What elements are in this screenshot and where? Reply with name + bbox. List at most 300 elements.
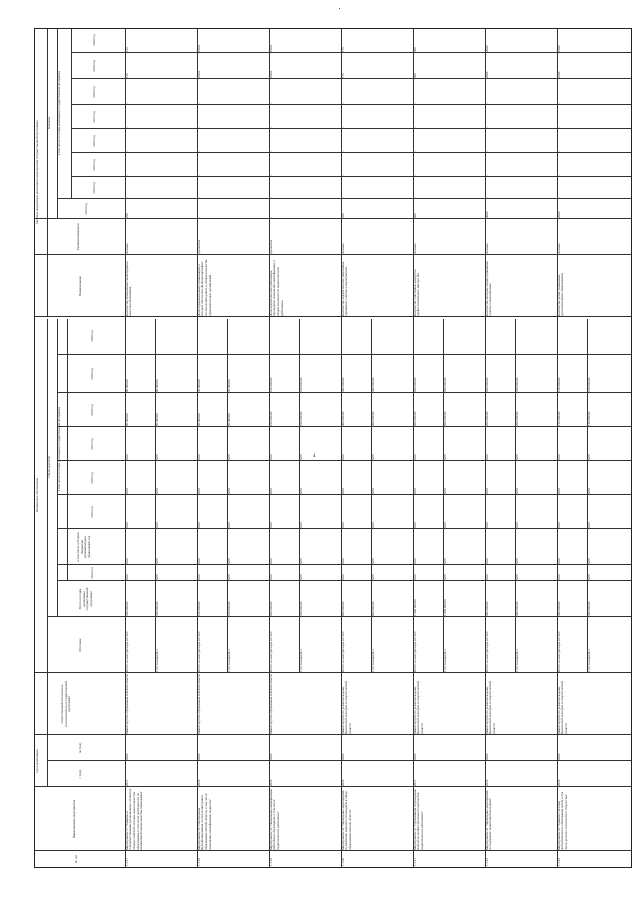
row-year-value: 0,00: [484, 558, 489, 564]
row-target-value: 300: [412, 73, 417, 78]
row-year-value: 0,00: [340, 454, 345, 460]
row-unit: человек: [484, 243, 489, 254]
row-end-year: 2020: [340, 753, 345, 760]
header-target-year: 2014 год: [92, 182, 96, 194]
header-indicator-name: Наименование: [78, 276, 82, 296]
row-year-value: 0,00: [412, 574, 417, 580]
grid-line: [587, 319, 588, 673]
row-base-value: 2000: [556, 211, 561, 218]
row-year-value: 0,00: [412, 454, 417, 460]
row-end-year: 2020: [484, 753, 489, 760]
row-year-source-value: 500 000,00: [442, 377, 447, 392]
row-year-value: 0,00: [124, 574, 129, 580]
row-base-value: -: [268, 216, 273, 218]
row-unit: процентов: [196, 239, 201, 254]
header-target-year: 2019 год: [92, 60, 96, 72]
row-year-value: 0,00: [556, 522, 561, 528]
row-base-value: 250: [124, 213, 129, 218]
row-source-1: 1) источника № 1: [226, 648, 231, 672]
row-target-value: 175: [340, 73, 345, 78]
grid-line: [57, 564, 631, 565]
row-number: 1.1.17: [124, 858, 129, 866]
row-responsible: Министерство образования Омской области: [196, 674, 201, 734]
row-target-value: -: [484, 126, 489, 128]
row-end-year: 2020: [412, 753, 417, 760]
grid-line: [341, 29, 342, 867]
row-target-value: 300: [412, 47, 417, 52]
row-year-value: 0,00: [196, 488, 201, 494]
row-year-source-value: 0,00: [154, 558, 159, 564]
row-name: Мероприятие 23 "Развитие системы дополнительного образования детей, в том числе детского технического творчества": [556, 791, 568, 850]
row-year-source-value: 0,00: [586, 558, 591, 564]
row-target-value: -: [196, 150, 201, 152]
row-year-value: 0,00: [412, 558, 417, 564]
grid-line: [57, 494, 631, 495]
header-2014: 2014 год: [90, 567, 94, 579]
row-year-source-value: 0,00: [514, 522, 519, 528]
row-target-value: -: [196, 126, 201, 128]
row-number: 1.1.18: [196, 858, 201, 866]
row-year-source-value: 0,00: [442, 454, 447, 460]
grid-line: [47, 760, 631, 761]
row-year-source-value: 100 000,00: [298, 377, 303, 392]
row-year-source-value: 400 000,00: [370, 411, 375, 426]
grid-line: [57, 580, 631, 581]
row-name: Мероприятие 20 "Проведение мероприятий по развитию кадрового потенциала в сфере образования Омской области": [340, 790, 352, 850]
row-indicator: Доля педагогических работников, прошедших повышение квалификации, в общей численности педагогических работников: [268, 260, 284, 316]
row-year-value: 200 000,00: [484, 411, 489, 426]
grid-line: [269, 29, 270, 867]
row-year-value: 0,00: [556, 574, 561, 580]
row-year-source-value: 0,00: [154, 454, 159, 460]
row-unit: человек: [412, 243, 417, 254]
grid-line: [71, 29, 72, 199]
row-target-value: -: [556, 196, 561, 198]
header-term: Срок реализации: [34, 749, 39, 773]
row-year-value: 0,00: [196, 454, 201, 460]
row-year-source-value: 50 000,00: [226, 379, 231, 392]
row-target-value: -: [268, 150, 273, 152]
row-start-year: 2018: [484, 779, 489, 786]
header-target-year: 2017 год: [92, 111, 96, 123]
row-year-value: 0,00: [412, 488, 417, 494]
header-finance: Финансовое обеспечение: [34, 477, 39, 513]
grid-line: [155, 319, 156, 673]
row-total-sum: 1 000 000,00: [412, 599, 417, 616]
row-end-year: 2020: [196, 753, 201, 760]
row-target-value: -: [412, 102, 417, 104]
row-target-value: -: [124, 150, 129, 152]
row-year-source-value: 0,00: [298, 488, 303, 494]
header-total: Всего по годам реализации государственной программы: [78, 587, 94, 611]
row-source-sum: 100 000,00: [226, 601, 231, 616]
row-responsible: Министерство по делам молодежи, физической культуры и спорта Омской области: [412, 681, 424, 734]
row-total-sum: 300 000,00: [556, 601, 561, 616]
header-name: Наименование мероприятия: [72, 799, 76, 839]
row-indicator: Количество детей, охваченных дополнительным образованием: [556, 273, 565, 316]
grid-line: [57, 426, 631, 427]
row-year-source-value: 0,00: [226, 558, 231, 564]
grid-line: [71, 52, 631, 53]
row-target-value: 1000: [556, 45, 561, 52]
header-target-year: 2020 год: [92, 34, 96, 46]
row-year-value: 100 000,00: [268, 377, 273, 392]
row-responsible: Министерство по делам молодежи, физической культуры и спорта Омской области: [484, 681, 496, 734]
row-year-value: 80 000,00: [124, 413, 129, 426]
grid-line: [227, 319, 228, 673]
grid-line: [71, 104, 631, 105]
row-source-total: Всего, из них расходы за счет:: [268, 630, 273, 672]
header-volume: Объем (рублей): [46, 456, 51, 478]
row-target-value: 2000: [484, 45, 489, 52]
grid-line: [57, 354, 631, 355]
row-year-value: 0,00: [340, 574, 345, 580]
header-by-year: в том числе по годам реализации государственной программы: [56, 406, 61, 492]
row-year-value: 0,00: [268, 454, 273, 460]
header-2018: 2018 год: [90, 404, 94, 416]
grid-line: [57, 29, 58, 219]
row-indicator: Количество педагогических работников, принявших участие в мероприятиях: [340, 261, 349, 316]
row-indicator: Количество проведенных мониторингов качества образования: [124, 261, 133, 316]
header-unit: Единица измерения: [76, 223, 80, 251]
row-year-source-value: 500 000,00: [442, 411, 447, 426]
row-year-value: 500 000,00: [412, 411, 417, 426]
row-year-value: 50 000,00: [196, 413, 201, 426]
row-name: Мероприятие 22 "Проведение мероприятий по поддержке талантливой молодежи": [484, 790, 493, 850]
grid-line: [71, 78, 631, 79]
header-end: по (год): [78, 742, 82, 754]
row-year-value: 0,00: [340, 522, 345, 528]
grid-line: [197, 29, 198, 867]
page-number: 4: [313, 454, 316, 459]
row-target-value: -: [484, 174, 489, 176]
row-year-source-value: 0,00: [154, 574, 159, 580]
row-source-1: 1) источника № 1: [154, 648, 159, 672]
row-unit: человек: [340, 243, 345, 254]
grid-line: [57, 319, 58, 617]
row-base-value: 600: [412, 213, 417, 218]
row-target-value: -: [340, 102, 345, 104]
row-base-value: 4000: [484, 211, 489, 218]
row-year-value: 100 000,00: [268, 411, 273, 426]
grid-line: [515, 319, 516, 673]
row-target-value: -: [412, 126, 417, 128]
row-target-value: -: [268, 196, 273, 198]
row-year-source-value: 0,00: [442, 488, 447, 494]
row-year-value: 0,00: [412, 522, 417, 528]
row-year-value: 0,00: [196, 522, 201, 528]
row-target-value: 100,0: [268, 44, 273, 52]
row-target-value: -: [484, 196, 489, 198]
row-year-source-value: 0,00: [586, 454, 591, 460]
row-year-value: 0,00: [268, 558, 273, 564]
row-end-year: 2020: [124, 753, 129, 760]
row-source-total: Всего, из них расходы за счет:: [484, 630, 489, 672]
row-end-year: 2020: [268, 753, 273, 760]
row-year-source-value: 0,00: [298, 558, 303, 564]
header-target-year: 2018 год: [92, 86, 96, 98]
grid-line: [47, 616, 631, 617]
row-source-1: 1) источника № 1: [514, 648, 519, 672]
header-source: Источник: [78, 638, 82, 652]
row-year-source-value: 0,00: [370, 454, 375, 460]
row-year-value: 0,00: [268, 574, 273, 580]
row-target-value: -: [340, 174, 345, 176]
row-target-value: -: [556, 150, 561, 152]
grid-line: [557, 29, 558, 867]
row-target-value: -: [340, 150, 345, 152]
row-year-value: 200 000,00: [484, 377, 489, 392]
row-year-value: 400 000,00: [340, 377, 345, 392]
row-target-value: -: [412, 150, 417, 152]
row-source-1: 1) источника № 1: [586, 648, 591, 672]
row-target-value: -: [484, 102, 489, 104]
row-year-value: 0,00: [124, 488, 129, 494]
row-year-value: 0,00: [196, 574, 201, 580]
row-year-source-value: 0,00: [586, 488, 591, 494]
row-responsible: Министерство по делам молодежи, физической культуры и спорта Омской области: [556, 681, 568, 734]
row-year-source-value: 80 000,00: [154, 413, 159, 426]
grid-line: [35, 254, 631, 255]
row-target-value: -: [196, 174, 201, 176]
row-indicator: Количество участников конкурсов профессионального мастерства: [412, 269, 421, 316]
row-target-value: 125: [124, 47, 129, 52]
row-year-value: 0,00: [340, 558, 345, 564]
row-year-source-value: 0,00: [442, 574, 447, 580]
row-year-source-value: 400 000,00: [370, 377, 375, 392]
row-year-source-value: 0,00: [514, 574, 519, 580]
row-name: Мероприятие 19 "Повышение квалификации работников образования, в том числе педагогических работников": [268, 788, 280, 850]
row-year-value: 150 000,00: [556, 377, 561, 392]
row-name: Мероприятие 21 "Организация и проведение конкурсов профессионального мастерства педагогических работников": [412, 789, 424, 850]
row-target-value: -: [124, 102, 129, 104]
row-year-source-value: 0,00: [154, 522, 159, 528]
row-target-value: -: [196, 102, 201, 104]
row-number: 1.1.21: [412, 858, 417, 866]
header-values-by-year: в том числе по годам реализации государственной программы: [56, 70, 61, 156]
row-year-value: 500 000,00: [412, 377, 417, 392]
row-base-value: -: [196, 216, 201, 218]
row-year-value: 0,00: [484, 454, 489, 460]
grid-line: [57, 460, 631, 461]
row-year-source-value: 0,00: [514, 488, 519, 494]
row-year-source-value: 0,00: [226, 488, 231, 494]
row-number: 1.1.19: [268, 858, 273, 866]
row-year-source-value: 200 000,00: [514, 411, 519, 426]
grid-line: [35, 672, 631, 673]
row-target-value: 100,0: [196, 70, 201, 78]
row-year-value: 0,00: [556, 488, 561, 494]
row-year-value: 0,00: [484, 522, 489, 528]
row-responsible: Министерство образования Омской области: [268, 674, 273, 734]
row-source-total: Всего, из них расходы за счет:: [124, 630, 129, 672]
row-year-source-value: 0,00: [298, 574, 303, 580]
row-year-source-value: 0,00: [226, 574, 231, 580]
row-unit: человек: [124, 243, 129, 254]
financing-table: [34, 28, 632, 868]
row-year-value: 0,00: [124, 454, 129, 460]
row-year-value: 0,00: [484, 574, 489, 580]
row-year-source-value: 0,00: [226, 522, 231, 528]
row-target-value: -: [268, 174, 273, 176]
row-year-source-value: 0,00: [514, 558, 519, 564]
header-responsible: Ответственный исполнитель (соисполнитель) государственной программы: [60, 681, 72, 727]
row-base-value: 350: [340, 213, 345, 218]
row-year-source-value: 0,00: [370, 488, 375, 494]
row-year-source-value: 0,00: [370, 522, 375, 528]
header-start: с (год): [78, 769, 82, 779]
row-year-source-value: 150 000,00: [586, 377, 591, 392]
grid-line: [71, 176, 631, 177]
row-number: 1.1.23: [556, 858, 561, 866]
row-start-year: 2018: [268, 779, 273, 786]
row-year-value: 0,00: [556, 558, 561, 564]
grid-line: [71, 152, 631, 153]
row-target-value: 1000: [556, 71, 561, 78]
row-unit: процентов: [268, 239, 273, 254]
row-source-sum: 1 000 000,00: [442, 599, 447, 616]
row-target-value: -: [412, 196, 417, 198]
row-target-value: 2000: [484, 71, 489, 78]
grid-line: [485, 29, 486, 867]
row-year-source-value: 50 000,00: [226, 413, 231, 426]
row-unit: человек: [556, 243, 561, 254]
row-total-sum: 240 000,00: [124, 601, 129, 616]
header-2016: 2016 год: [90, 472, 94, 484]
grid-line: [57, 392, 631, 393]
row-start-year: 2017: [124, 779, 129, 786]
row-total-sum: 100 000,00: [196, 601, 201, 616]
grid-line: [299, 319, 300, 673]
row-total-sum: 400 000,00: [484, 601, 489, 616]
row-source-sum: 200 000,00: [298, 601, 303, 616]
row-responsible: Министерство образования Омской области: [124, 674, 129, 734]
row-target-value: -: [340, 196, 345, 198]
row-year-source-value: 0,00: [514, 454, 519, 460]
row-target-value: -: [124, 174, 129, 176]
row-start-year: 2018: [340, 779, 345, 786]
row-year-source-value: 0,00: [298, 454, 303, 460]
row-year-value: 0,00: [268, 522, 273, 528]
row-number: 1.1.20: [340, 858, 345, 866]
row-year-source-value: 100 000,00: [298, 411, 303, 426]
row-start-year: 2018: [556, 779, 561, 786]
row-source-1: 1) источника № 1: [442, 648, 447, 672]
row-responsible: Министерство по делам молодежи, физической культуры и спорта Омской области: [340, 681, 352, 734]
row-target-value: -: [412, 174, 417, 176]
row-year-value: 0,00: [340, 488, 345, 494]
grid-line: [47, 319, 48, 787]
header-subsidy: в том числе субсидии бюджетам муниципальных образований год: [76, 532, 92, 562]
row-target-value: -: [196, 196, 201, 198]
row-indicator: Доля образовательных организаций, в которых обеспечено функционирование систем мониторинга, в общем количестве образовательных организаций: [196, 259, 212, 316]
row-year-source-value: 0,00: [442, 522, 447, 528]
row-target-value: -: [556, 174, 561, 176]
row-target-value: -: [340, 126, 345, 128]
row-year-value: 0,00: [268, 488, 273, 494]
header-target-year: 2016 год: [92, 135, 96, 147]
row-source-total: Всего, из них расходы за счет:: [196, 630, 201, 672]
row-target-value: -: [268, 102, 273, 104]
row-year-value: 0,00: [556, 454, 561, 460]
row-year-value: 150 000,00: [556, 411, 561, 426]
row-year-value: 0,00: [196, 558, 201, 564]
row-total-sum: 800 000,00: [340, 601, 345, 616]
header-2015: 2015 год: [90, 506, 94, 518]
header-target-year: 2015 год: [92, 159, 96, 171]
grid-line: [35, 734, 631, 735]
row-year-source-value: 0,00: [298, 522, 303, 528]
row-year-source-value: 0,00: [586, 522, 591, 528]
row-year-value: 50 000,00: [196, 379, 201, 392]
grid-line: [443, 319, 444, 673]
row-start-year: 2017: [412, 779, 417, 786]
row-target-value: 175: [340, 47, 345, 52]
header-2020: 2020 год: [90, 330, 94, 342]
row-year-value: 0,00: [124, 558, 129, 564]
scan-speck: [339, 8, 340, 9]
row-source-1: 1) источника № 1: [298, 648, 303, 672]
row-year-value: 0,00: [484, 488, 489, 494]
header-2019: 2019 год: [90, 368, 94, 380]
row-total-sum: 200 000,00: [268, 601, 273, 616]
header-targets: Целевые индикаторы реализации мероприятия государственной программы: [34, 120, 39, 224]
grid-line: [35, 218, 631, 219]
grid-line: [35, 850, 631, 851]
row-target-value: -: [556, 102, 561, 104]
grid-line: [71, 128, 631, 129]
header-num: № п/п: [74, 854, 78, 864]
row-year-value: 0,00: [124, 522, 129, 528]
row-year-source-value: 0,00: [370, 574, 375, 580]
row-source-total: Всего, из них расходы за счет:: [556, 630, 561, 672]
row-end-year: 2020: [556, 753, 561, 760]
row-target-value: -: [268, 126, 273, 128]
row-target-value: -: [484, 150, 489, 152]
row-target-value: -: [124, 126, 129, 128]
row-source-sum: 240 000,00: [154, 601, 159, 616]
row-source-total: Всего, из них расходы за счет:: [340, 630, 345, 672]
grid-line: [57, 198, 631, 199]
grid-line: [67, 319, 68, 581]
header-2013: 2013 год: [84, 203, 88, 215]
grid-line: [57, 528, 631, 529]
row-target-value: 125: [124, 73, 129, 78]
row-name: Мероприятие 17 "Развитие и совершенствование региональных сегментов общероссийской системы оценки качества образования, в том числе деятельности по независимой оценке качества образования": [124, 788, 144, 850]
row-target-value: -: [556, 126, 561, 128]
row-year-source-value: 0,00: [370, 558, 375, 564]
row-source-1: 1) источника № 1: [370, 648, 375, 672]
row-name: Мероприятие 18 "Обеспечение функционирования систем мониторинга образования Омской области, в том числе повышение квалификации педагогов": [196, 793, 212, 850]
grid-line: [47, 29, 48, 317]
row-source-sum: 800 000,00: [370, 601, 375, 616]
grid-line: [413, 29, 414, 867]
grid-line: [125, 29, 126, 867]
row-year-source-value: 0,00: [154, 488, 159, 494]
row-year-source-value: 150 000,00: [586, 411, 591, 426]
row-source-sum: 300 000,00: [586, 601, 591, 616]
row-year-value: 400 000,00: [340, 411, 345, 426]
row-year-source-value: 0,00: [226, 454, 231, 460]
row-year-source-value: 80 000,00: [154, 379, 159, 392]
grid-line: [35, 786, 631, 787]
row-source-total: Всего, из них расходы за счет:: [412, 630, 417, 672]
row-start-year: 2018: [196, 779, 201, 786]
row-year-source-value: 200 000,00: [514, 377, 519, 392]
row-year-source-value: 0,00: [586, 574, 591, 580]
row-target-value: 100,0: [196, 44, 201, 52]
row-target-value: 100,0: [268, 70, 273, 78]
